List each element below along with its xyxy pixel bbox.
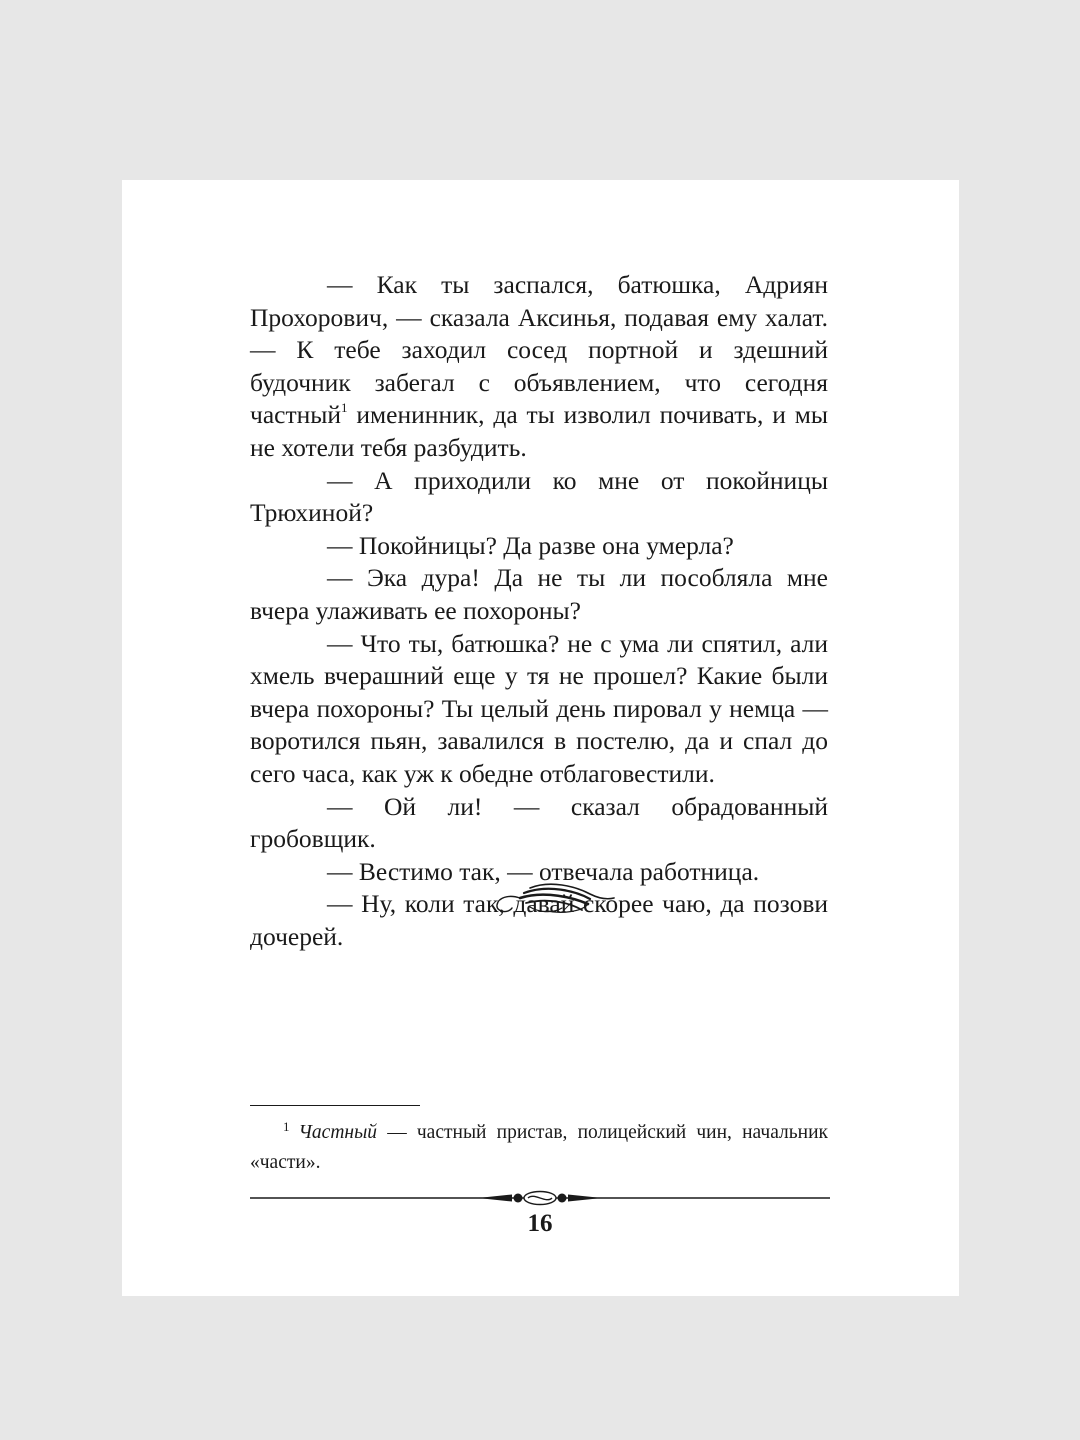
flourish-ornament-icon	[490, 878, 620, 920]
paragraph-6: — Ой ли! — сказал обрадованный гробовщик.	[250, 791, 828, 854]
paragraph-2: — А приходили ко мне от покойницы Трюхиной?	[250, 465, 828, 528]
footnote-term: Частный	[298, 1122, 378, 1143]
main-text	[250, 269, 828, 953]
paragraph-7: — Вестимо так, — отвечала работница.	[327, 856, 760, 886]
paragraph-1-text-cont: именинник, да ты изволил почивать, и мы не хотели тебя разбудить.	[250, 400, 828, 462]
paragraph-1	[250, 269, 828, 465]
footnote-number: 1	[283, 1118, 290, 1134]
footnote-reference: 1	[341, 399, 348, 415]
footnote-divider	[250, 1105, 420, 1106]
paragraph-1-text: — Как ты заспался, батюшка, Адриян Прохорович, — сказала Аксинья, подавая ему халат. — К тебе заходил сосед портной и здешний будочник забегал с объявлением, что сегодня частный	[250, 270, 828, 430]
paragraph-3: — Покойницы? Да разве она умерла?	[327, 530, 734, 560]
page-number: 16	[527, 1210, 553, 1237]
book-page	[122, 180, 959, 1296]
paragraph-5: — Что ты, батюшка? не с ума ли спятил, али хмель вчерашний еще у тя не прошел? Какие были вчера похороны? Ты целый день пировал у немца — воротился пьян, завалился в постелю, да и спал до сего часа, как уж к обедне отблаговестили.	[250, 628, 828, 788]
paragraph-4: — Эка дура! Да не ты ли пособляла мне вчера улаживать ее похороны?	[250, 563, 828, 625]
footnote-text: — частный пристав, полицейский чин, начальник «части».	[250, 1122, 828, 1173]
paragraph-8: — Ну, коли так, давай скорее чаю, да позови дочерей.	[250, 889, 828, 951]
footnote	[250, 1118, 828, 1178]
ornamental-rule	[250, 1186, 830, 1210]
